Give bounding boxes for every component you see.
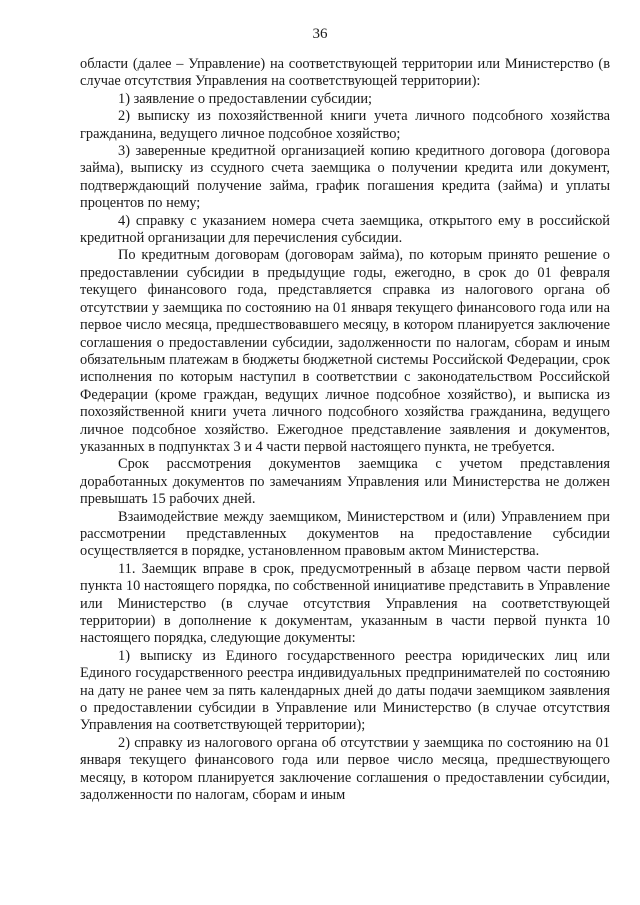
page-number: 36: [312, 26, 328, 42]
list-item-account-certificate: 4) справку с указанием номера счета заемщика, открытого ему в российской кредитной организации для перечисления субсидии.: [80, 212, 610, 247]
document-body: [80, 56, 610, 804]
list-item-credit-agreement-copy: 3) заверенные кредитной организацией копию кредитного договора (договора займа), выписку из ссудного счета заемщика о получении кредита или документ, подтверждающий получение займа, график погашения кредита (займа) и уплаты процентов по нему;: [80, 143, 610, 212]
list-item-application: 1) заявление о предоставлении субсидии;: [118, 90, 373, 107]
paragraph-previous-years: По кредитным договорам (договорам займа), по которым принято решение о предоставлении субсидии в предыдущие годы, ежегодно, в срок до 01 февраля текущего финансового года, представляется справка из налогового органа об отсутствии у заемщика по состоянию на 01 января текущего финансового года или на первое число месяца, предшествовавшего месяцу, в котором планируется заключение соглашения о предоставлении субсидии, задолженности по налогам, сборам и иным обязательным платежам в бюджеты бюджетной системы Российской Федерации, срок исполнения по которым наступил в соответствии с законодательством Российской Федерации (кроме граждан, ведущих личное подсобное хозяйство), и выписка из похозяйственной книги учета личного подсобного хозяйства гражданина, ведущего личное подсобное хозяйство. Ежегодное представление заявления и документов, указанных в подпунктах 3 и 4 части первой настоящего пункта, не требуется.: [80, 247, 610, 455]
list-item-household-book-extract: 2) выписку из похозяйственной книги учета личного подсобного хозяйства гражданина, ведущего личное подсобное хозяйство;: [80, 108, 610, 142]
paragraph-section-11: 11. Заемщик вправе в срок, предусмотренный в абзаце первом части первой пункта 10 настоящего порядка, по собственной инициативе представить в Управление или Министерство (в случае отсутствия Управления на соответствующей территории) в дополнение к документам, указанным в части первой пункта 10 настоящего порядка, следующие документы:: [80, 560, 610, 647]
list-item-tax-certificate: 2) справку из налогового органа об отсутствии у заемщика по состоянию на 01 января текущего финансового года или первое число месяца, предшествующего месяцу, в котором планируется заключение соглашения о предоставлении субсидии, задолженности по налогам, сборам и иным: [80, 734, 610, 804]
paragraph-intro: области (далее – Управление) на соответствующей территории или Министерство (в случае отсутствия Управления на соответствующей территории):: [80, 56, 610, 90]
paragraph-review-period: Срок рассмотрения документов заемщика с учетом представления доработанных документов по замечаниям Управления или Министерства не должен превышать 15 рабочих дней.: [80, 456, 610, 508]
list-item-registry-extract: 1) выписку из Единого государственного реестра юридических лиц или Единого государственного реестра индивидуальных предпринимателей по состоянию на дату не ранее чем за пять календарных дней до даты подачи заемщиком заявления о предоставлении субсидии в Управление или Министерство (в случае отсутствия Управления на соответствующей территории);: [80, 647, 610, 734]
paragraph-interaction: Взаимодействие между заемщиком, Министерством и (или) Управлением при рассмотрении представленных документов на предоставление субсидии осуществляется в порядке, установленном правовым актом Министерства.: [80, 508, 610, 560]
